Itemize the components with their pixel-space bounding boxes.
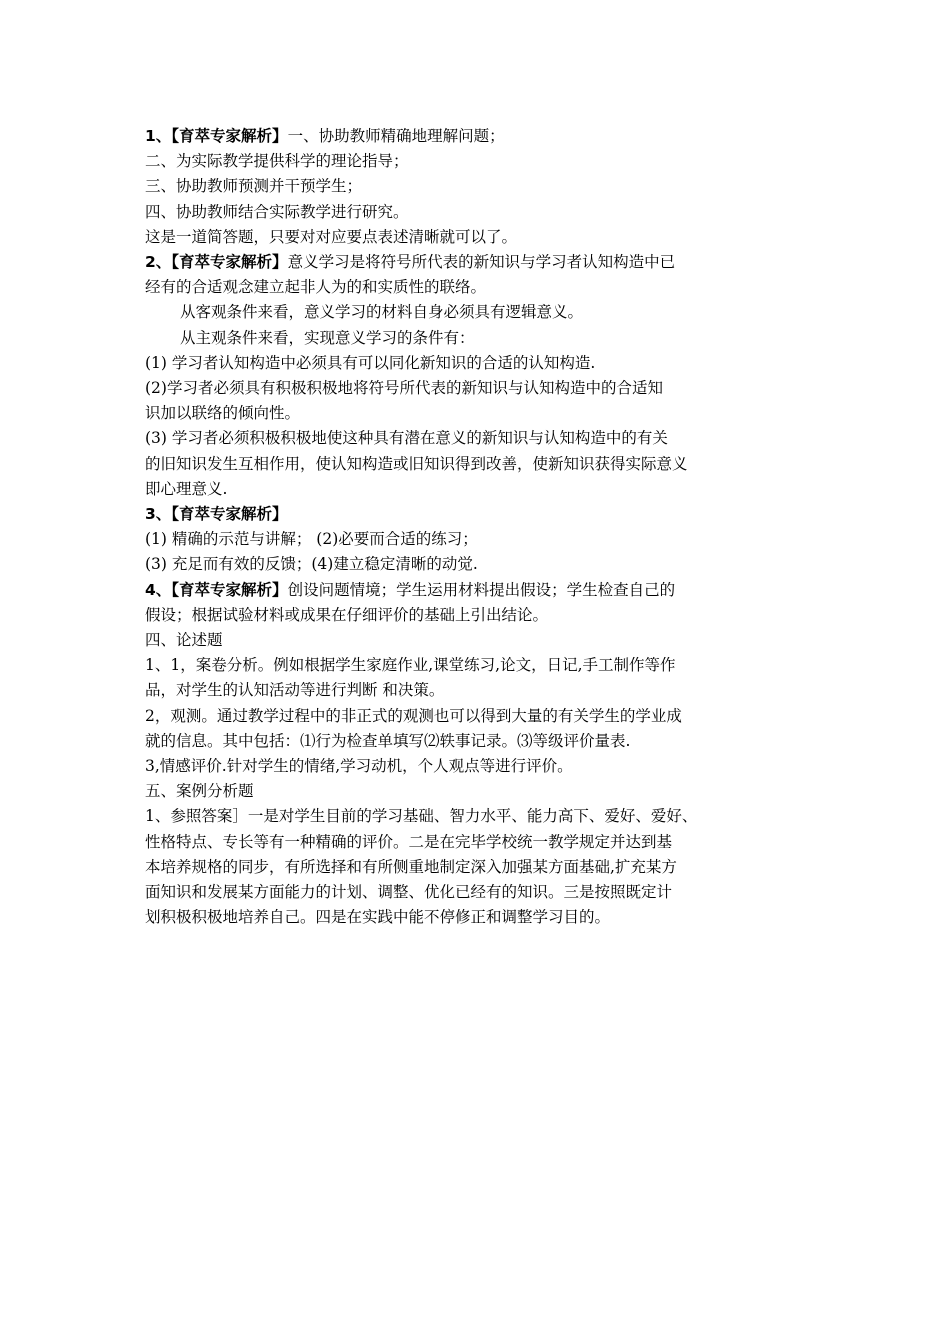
answer-text: 一、协助教师精确地理解问题； [287, 127, 505, 145]
section-4-line-2: 品，对学生的认知活动等进行判断 和决策。 [145, 681, 445, 700]
section-5-line-1: 1、参照答案］一是对学生目前的学习基础、智力水平、能力高下、爱好、爱好、 [145, 807, 698, 826]
section-4-line-1: 1、1，案卷分析。例如根据学生家庭作业,课堂练习,论文，日记,手工制作等作 [145, 656, 676, 675]
section-essay [145, 628, 825, 779]
section-4-line-5: 3,情感评价.针对学生的情绪,学习动机，个人观点等进行评价。 [145, 757, 573, 776]
answer-2-line-10: 即心理意义. [145, 479, 228, 498]
answer-1 [145, 124, 825, 250]
answer-1-line-2: 二、为实际教学提供科学的理论指导； [145, 152, 409, 171]
answer-2-line-2: 经有的合适观念建立起非人为的和实质性的联络。 [145, 278, 487, 297]
answer-3-line-1 [145, 502, 825, 527]
answer-4-line-2: 假设；根据试验材料或成果在仔细评价的基础上引出结论。 [145, 605, 549, 624]
expert-analysis-tag: 【育萃专家解析】 [171, 505, 288, 524]
answer-2-line-4: 从主观条件来看，实现意义学习的条件有： [180, 328, 475, 347]
section-heading: 四、论述题 [145, 631, 223, 650]
answer-2-line-3: 从客观条件来看，意义学习的材料自身必须具有逻辑意义。 [180, 303, 584, 322]
answer-text: 意义学习是将符号所代表的新知识与学习者认知构造中已 [287, 253, 676, 272]
section-5-line-2: 性格特点、专长等有一种精确的评价。二是在完毕学校统一教学规定并达到基 [145, 832, 673, 851]
expert-analysis-tag: 【育萃专家解析】 [171, 580, 288, 599]
section-5-line-3: 本培养规格的同步，有所选择和有所侧重地制定深入加强某方面基础,扩充某方 [145, 857, 677, 876]
section-4-line-4: 就的信息。其中包括：⑴行为检查单填写⑵轶事记录。⑶等级评价量表. [145, 731, 631, 750]
answer-2-line-7: 识加以联络的倾向性。 [145, 404, 301, 423]
answer-1-line-4: 四、协助教师结合实际教学进行研究。 [145, 202, 409, 221]
answer-2-line-1 [145, 250, 825, 275]
answer-1-line-1 [145, 124, 825, 149]
answer-number: 2、 [145, 253, 172, 272]
answer-1-line-3: 三、协助教师预测并干预学生； [145, 177, 363, 196]
section-heading: 五、案例分析题 [145, 782, 254, 801]
answer-number: 3、 [145, 505, 172, 524]
section-5-line-4: 面知识和发展某方面能力的计划、调整、优化已经有的知识。三是按照既定计 [145, 883, 673, 902]
answer-number: 1、 [145, 127, 172, 145]
answer-2-line-9: 的旧知识发生互相作用，使认知构造或旧知识得到改善，使新知识获得实际意义 [145, 454, 688, 473]
answer-1-line-5: 这是一道简答题，只要对对应要点表述清晰就可以了。 [145, 227, 518, 246]
expert-analysis-tag: 【育萃专家解析】 [171, 253, 288, 272]
expert-analysis-tag: 【育萃专家解析】 [171, 127, 288, 145]
section-5-line-5: 划积极积极地培养自己。四是在实践中能不停修正和调整学习目的。 [145, 908, 611, 927]
answer-2-line-5: (1) 学习者认知构造中必须具有可以同化新知识的合适的认知构造. [145, 353, 596, 372]
answer-3 [145, 502, 825, 578]
answer-2-line-6: (2)学习者必须具有积极积极地将符号所代表的新知识与认知构造中的合适知 [145, 379, 663, 398]
answer-2-line-8: (3) 学习者必须积极积极地使这种具有潜在意义的新知识与认知构造中的有关 [145, 429, 668, 448]
answer-content [145, 124, 825, 931]
answer-3-line-2: (1) 精确的示范与讲解； (2)必要而合适的练习； [145, 530, 478, 549]
answer-text: 创设问题情境；学生运用材料提出假设；学生检查自己的 [287, 580, 676, 599]
answer-number: 4、 [145, 580, 172, 599]
section-4-line-3: 2，观测。通过教学过程中的非正式的观测也可以得到大量的有关学生的学业成 [145, 706, 682, 725]
answer-4 [145, 578, 825, 628]
answer-4-line-1 [145, 578, 825, 603]
answer-2 [145, 250, 825, 502]
section-case-analysis [145, 779, 825, 930]
answer-3-line-3: (3) 充足而有效的反馈；(4)建立稳定清晰的动觉. [145, 555, 478, 574]
